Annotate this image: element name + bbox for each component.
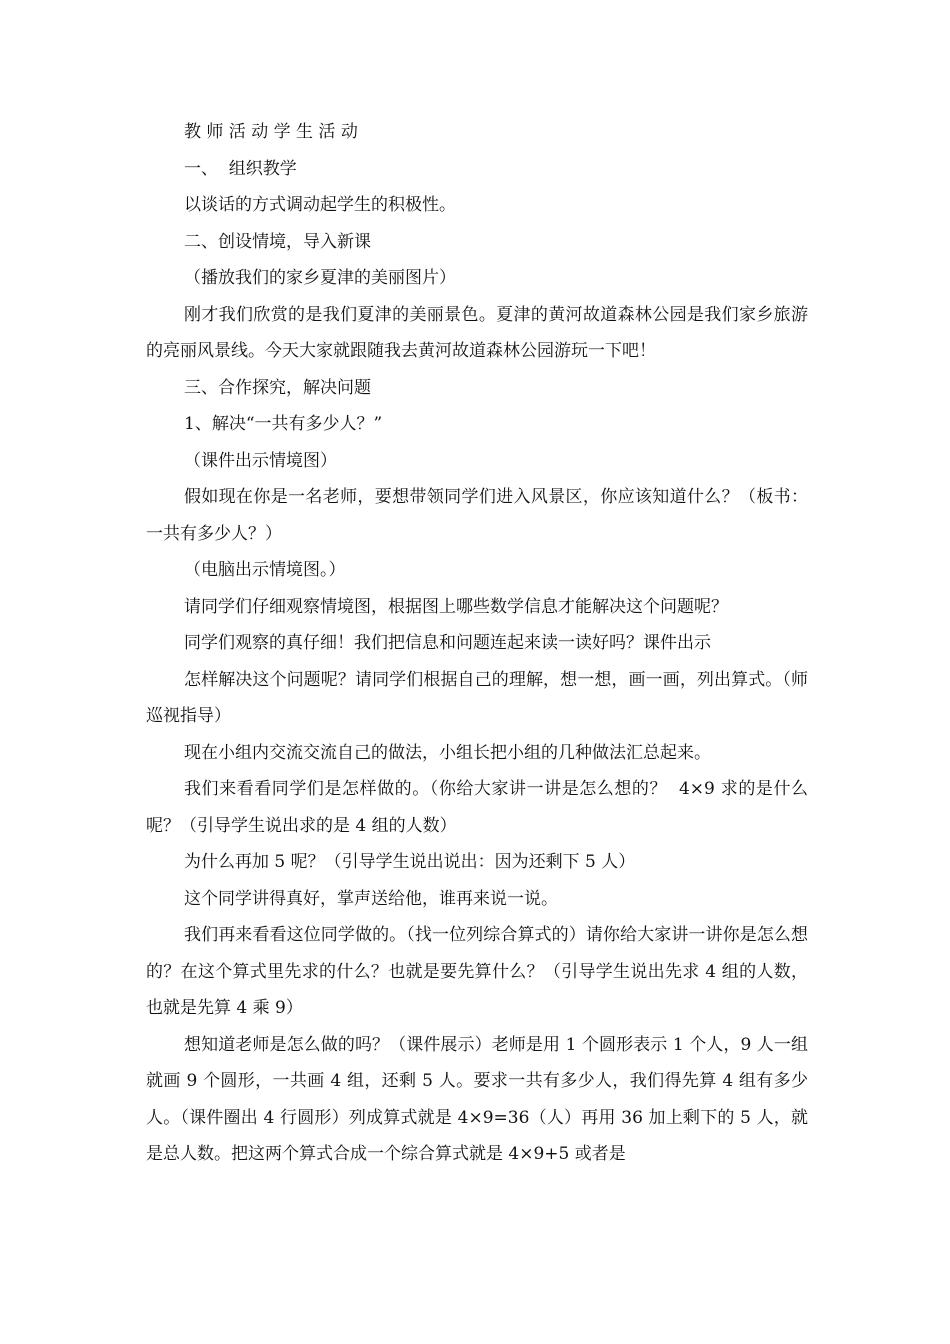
paragraph: 怎样解决这个问题呢？请同学们根据自己的理解，想一想，画一画，列出算式。（师巡视指导） <box>146 669 808 726</box>
paragraph: 请同学们仔细观察情境图，根据图上哪些数学信息才能解决这个问题呢？ <box>184 596 728 617</box>
paragraph: （电脑出示情境图。） <box>184 560 346 580</box>
header-line: 教 师 活 动 学 生 活 动 <box>184 122 358 142</box>
paragraph: 假如现在你是一名老师，要想带领同学们进入风景区，你应该知道什么？（板书：一共有多少人？） <box>146 487 808 544</box>
paragraph: （播放我们的家乡夏津的美丽图片） <box>184 268 456 288</box>
paragraph: 这个同学讲得真好，掌声送给他，谁再来说一说。 <box>184 888 558 909</box>
section-heading-3: 三、合作探究，解决问题 <box>184 377 371 398</box>
paragraph: 刚才我们欣赏的是我们夏津的美丽景色。夏津的黄河故道森林公园是我们家乡旅游的亮丽风景线。今天大家就跟随我去黄河故道森林公园游玩一下吧！ <box>146 304 808 361</box>
paragraph: 想知道老师是怎么做的吗？（课件展示）老师是用 1 个圆形表示 1 个人，9 人一组就画 9 个圆形，一共画 4 组，还剩 5 人。要求一共有多少人，我们得先算 4 组有多少人。（课件圈出 4 行圆形）列成算式就是 4×9=36（人）再用 36 加上剩下的 5 人，就是总人数。把这两个算式合成一个综合算式就是 4×9+5 或者是 <box>146 1034 808 1164</box>
section-heading-2: 二、创设情境，导入新课 <box>184 231 371 252</box>
paragraph: 同学们观察的真仔细！我们把信息和问题连起来读一读好吗？课件出示 <box>184 633 711 653</box>
section-heading-1: 一、 组织教学 <box>184 158 297 179</box>
paragraph: 现在小组内交流交流自己的做法，小组长把小组的几种做法汇总起来。 <box>184 742 711 763</box>
paragraph: （课件出示情境图） <box>184 450 337 471</box>
document-body <box>146 114 808 1173</box>
subsection-heading: 1、解决“一共有多少人？” <box>184 414 383 434</box>
paragraph: 以谈话的方式调动起学生的积极性。 <box>184 195 456 215</box>
paragraph: 我们再来看看这位同学做的。（找一位列综合算式的）请你给大家讲一讲你是怎么想的？在这个算式里先求的什么？也就是要先算什么？（引导学生说出先求 4 组的人数，也就是先算 4 乘 9） <box>146 925 808 1018</box>
paragraph: 我们来看看同学们是怎样做的。（你给大家讲一讲是怎么想的？ 4×9 求的是什么呢？（引导学生说出求的是 4 组的人数） <box>146 779 808 836</box>
paragraph: 为什么再加 5 呢？（引导学生说出说出：因为还剩下 5 人） <box>184 852 636 872</box>
